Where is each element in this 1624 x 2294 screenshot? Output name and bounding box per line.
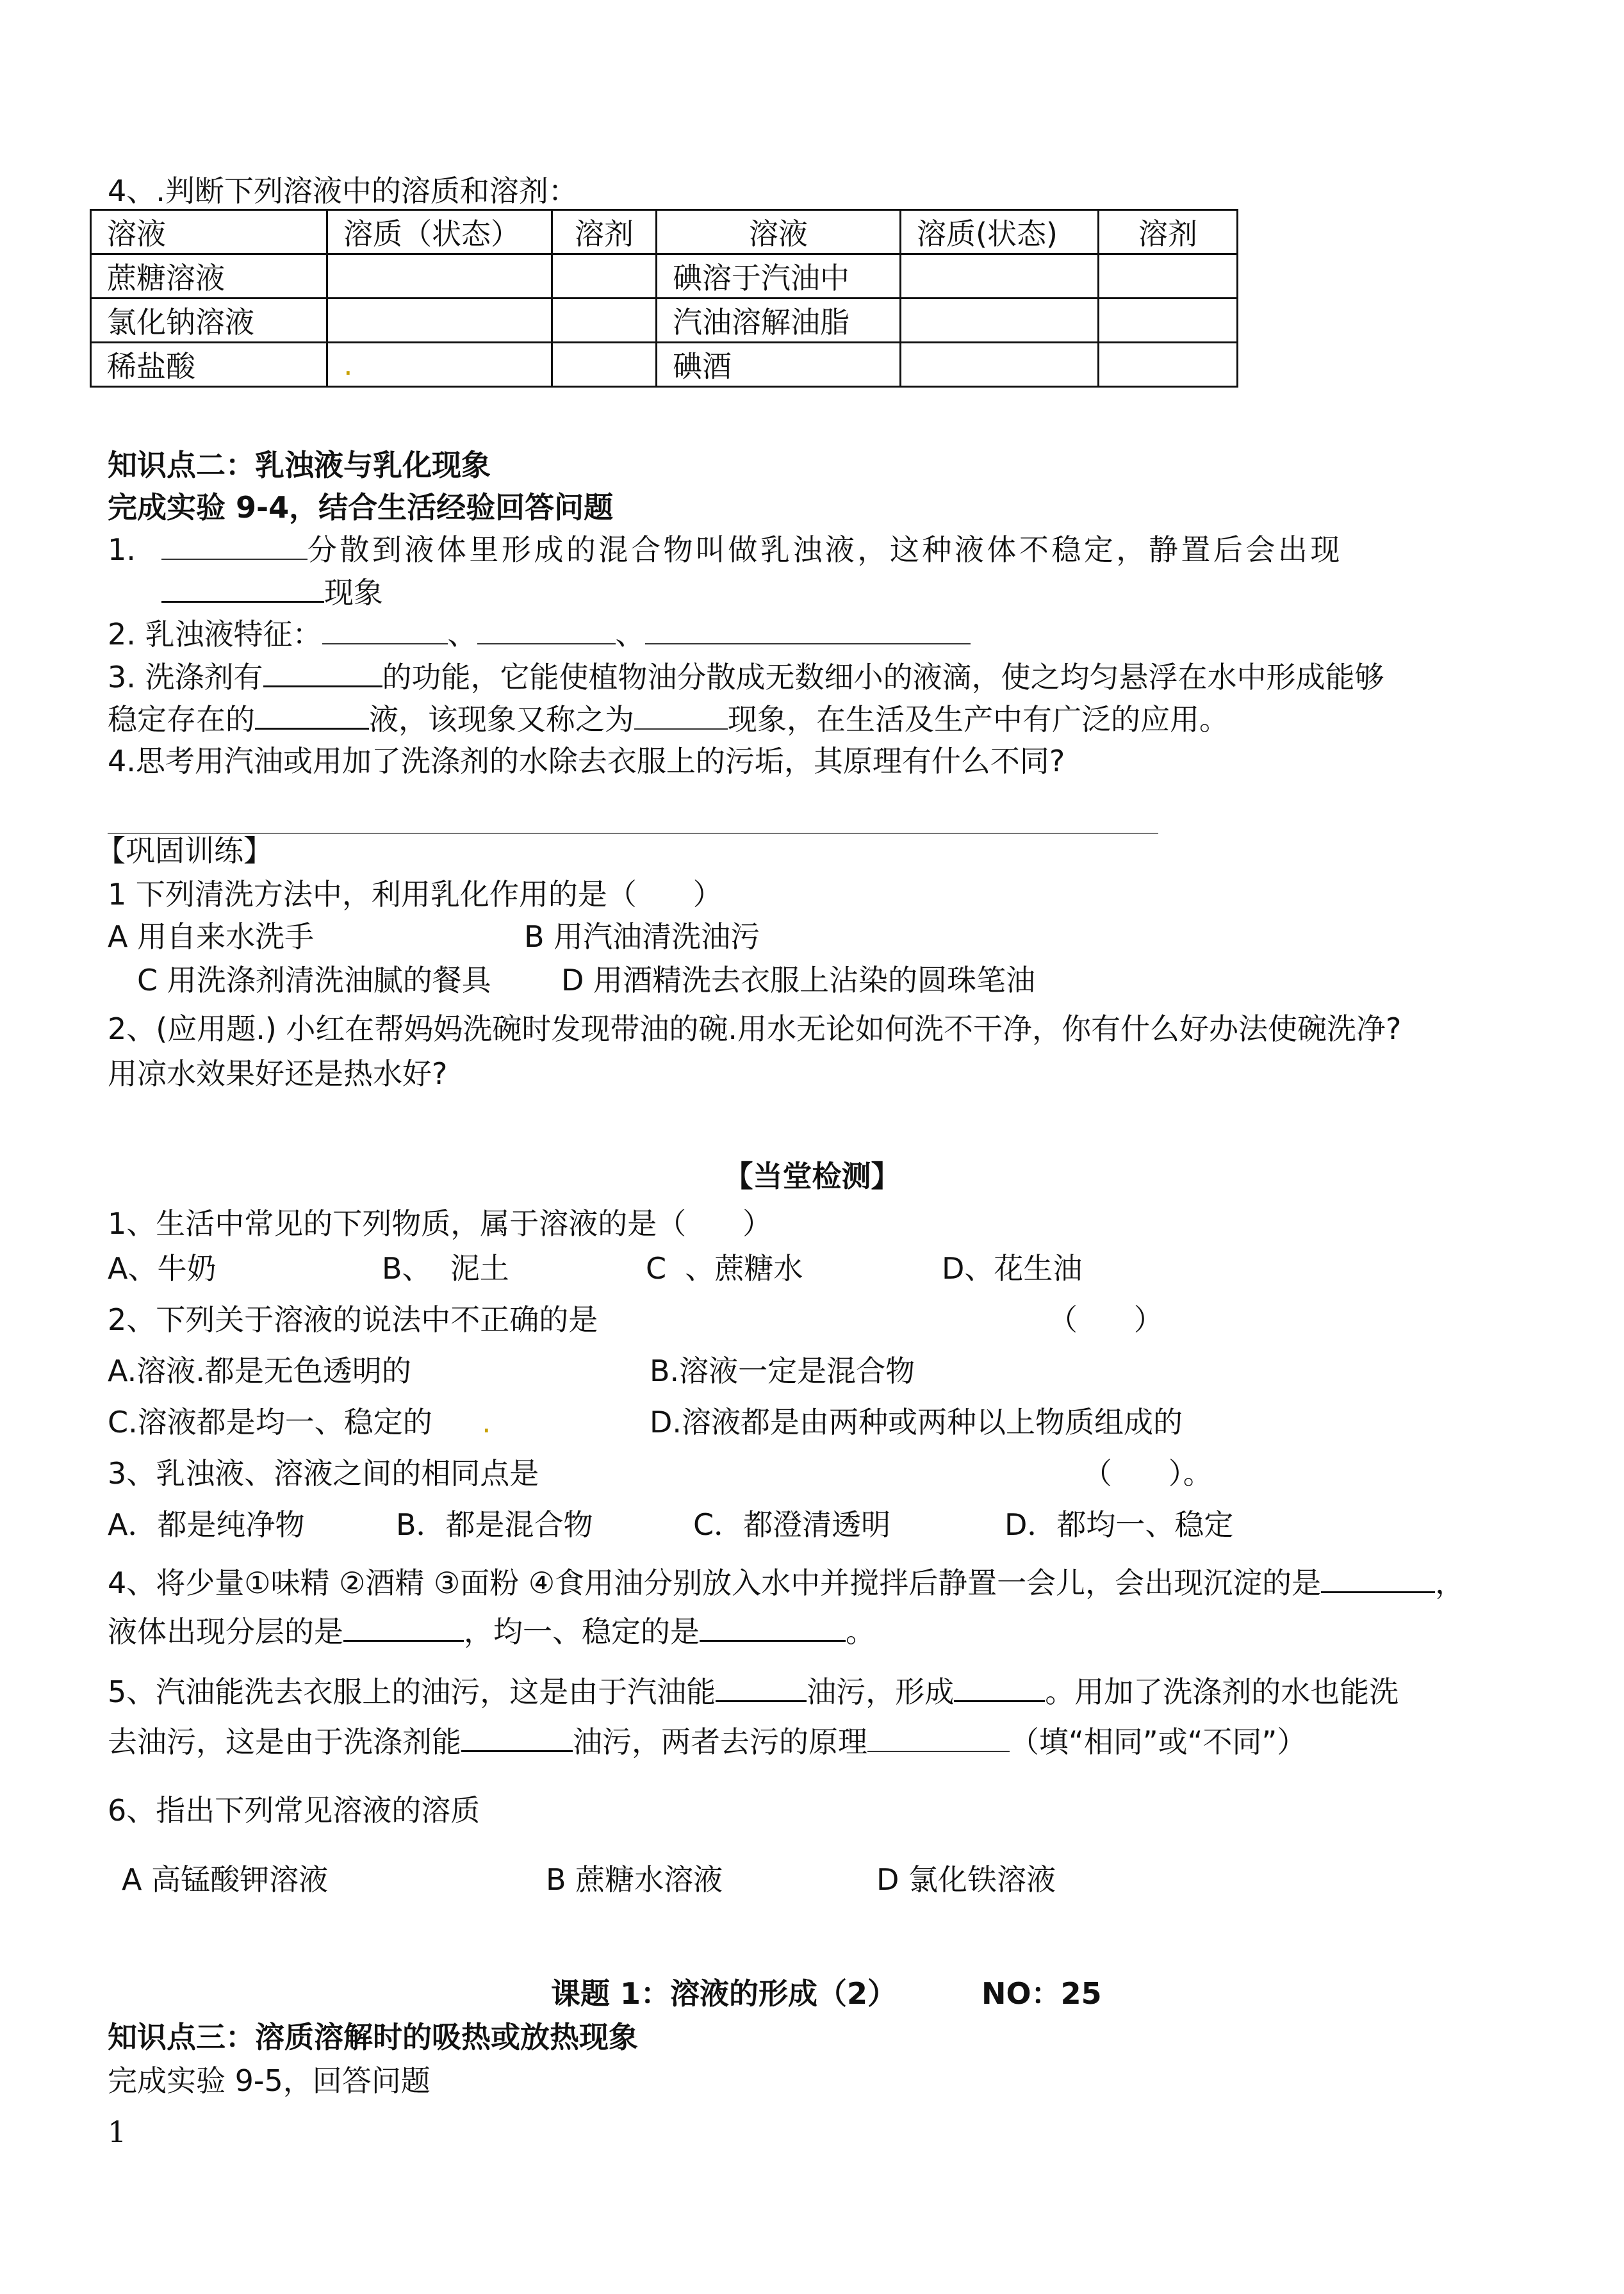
table-cell — [901, 254, 1099, 299]
table-cell — [552, 254, 657, 299]
check-q2-option-c-mark: . — [482, 1405, 491, 1439]
q-text: 分散到液体里形成的混合物叫做乳浊液，这种液体不稳定，静置后会出现 — [307, 532, 1343, 567]
check-q6: 6、指出下列常见溶液的溶质 — [108, 1793, 480, 1828]
answer-blank[interactable] — [700, 1612, 846, 1642]
practice-q1-option-a: A 用自来水洗手 — [108, 919, 315, 954]
section2-q3-line1 — [108, 657, 1384, 696]
q-text: 油污，两者去污的原理 — [573, 1725, 867, 1759]
table-row — [91, 299, 1238, 343]
table-cell — [1099, 299, 1238, 343]
table-cell — [1099, 254, 1238, 299]
practice-q1-option-b: B 用汽油清洗油污 — [524, 919, 760, 954]
check-q2-option-a: A.溶液.都是无色透明的 — [108, 1354, 411, 1388]
table-cell — [901, 343, 1099, 387]
q-text: 的功能，它能使植物油分散成无数细小的液滴，使之均匀悬浮在水中形成能够 — [382, 660, 1384, 694]
section3-sub: 完成实验 9-5，回答问题 — [108, 2063, 431, 2098]
section2-q1-line2 — [161, 573, 383, 612]
practice-q1-option-c: C 用洗涤剂清洗油腻的餐具 — [137, 963, 491, 997]
q4-title: 4、.判断下列溶液中的溶质和溶剂： — [108, 174, 578, 208]
table-cell — [552, 343, 657, 387]
check-q1: 1、生活中常见的下列物质，属于溶液的是（ ） — [108, 1206, 772, 1241]
practice-heading: 【巩固训练】 — [96, 833, 273, 868]
table-header-cell: 溶液 — [657, 210, 901, 254]
table-cell — [901, 299, 1099, 343]
answer-blank[interactable] — [716, 1672, 807, 1702]
table-header-row — [91, 210, 1238, 254]
q-text: ，均一、稳定的是 — [464, 1614, 700, 1649]
table-header-cell: 溶质(状态) — [901, 210, 1099, 254]
check-q3-option-b: B．都是混合物 — [396, 1507, 593, 1542]
table-header-cell: 溶质（状态） — [327, 210, 552, 254]
section2-q3-line2 — [108, 700, 1229, 739]
section2-q1-line1 — [108, 530, 1343, 569]
q-text: （填“相同”或“不同”） — [1010, 1725, 1307, 1759]
section2-q4: 4.思考用汽油或用加了洗涤剂的水除去衣服上的污垢，其原理有什么不同? — [108, 744, 1065, 778]
check-q1-option-b: B、 泥土 — [382, 1251, 509, 1286]
check-q4-line1 — [108, 1563, 1464, 1602]
check-q6-option-b: B 蔗糖水溶液 — [546, 1862, 723, 1897]
q-text: 。用加了洗涤剂的水也能洗 — [1045, 1675, 1399, 1709]
table-cell: 汽油溶解油脂 — [657, 299, 901, 343]
answer-blank[interactable] — [161, 573, 324, 603]
answer-blank[interactable] — [343, 1612, 464, 1642]
answer-blank[interactable] — [477, 615, 616, 644]
table-cell: . — [327, 343, 552, 387]
check-q3: 3、乳浊液、溶液之间的相同点是 — [108, 1456, 539, 1491]
section2-heading: 知识点二：乳浊液与乳化现象 — [108, 448, 491, 482]
check-q6-option-d: D 氯化铁溶液 — [876, 1862, 1056, 1897]
answer-blank[interactable] — [161, 530, 308, 560]
check-q4-line2 — [108, 1612, 875, 1651]
q-text: 现象 — [324, 575, 383, 610]
q-text: 3. 洗涤剂有 — [108, 660, 263, 694]
check-q1-option-a: A、牛奶 — [108, 1251, 217, 1286]
lesson-number: NO：25 — [981, 1976, 1102, 2011]
q-text: 液体出现分层的是 — [108, 1614, 343, 1649]
table-header-cell: 溶液 — [91, 210, 327, 254]
check-q5-line1 — [108, 1672, 1398, 1711]
q-text: 去油污，这是由于洗涤剂能 — [108, 1725, 461, 1759]
answer-blank[interactable] — [645, 615, 971, 644]
table-header-cell: 溶剂 — [552, 210, 657, 254]
practice-q1-option-d: D 用酒精洗去衣服上沾染的圆珠笔油 — [561, 963, 1036, 997]
answer-blank[interactable] — [263, 657, 382, 687]
section2-subheading: 完成实验 9-4，结合生活经验回答问题 — [108, 490, 614, 525]
q-text: 4、将少量①味精 ②酒精 ③面粉 ④食用油分别放入水中并搅拌后静置一会儿，会出现沉淀的是 — [108, 1566, 1322, 1600]
section3-heading: 知识点三：溶质溶解时的吸热或放热现象 — [108, 2020, 638, 2054]
check-q2-option-b: B.溶液一定是混合物 — [650, 1354, 915, 1388]
answer-blank[interactable] — [867, 1723, 1010, 1752]
check-heading: 【当堂检测】 — [723, 1159, 901, 1193]
table-cell: 蔗糖溶液 — [91, 254, 327, 299]
table-header-cell: 溶剂 — [1099, 210, 1238, 254]
check-q6-option-a: A 高锰酸钾溶液 — [122, 1862, 329, 1897]
check-q2-paren: （ ） — [1048, 1302, 1163, 1337]
answer-blank[interactable] — [322, 615, 448, 644]
table-cell: 碘酒 — [657, 343, 901, 387]
q-text: 油污，形成 — [807, 1675, 955, 1709]
table-cell: 碘溶于汽油中 — [657, 254, 901, 299]
solute-solvent-table — [90, 209, 1238, 388]
separator: 、 — [615, 617, 645, 651]
q-text: 。 — [846, 1614, 875, 1649]
page-number: 1 — [108, 2115, 127, 2149]
table-cell: 稀盐酸 — [91, 343, 327, 387]
q-text: 2. 乳浊液特征： — [108, 617, 322, 651]
answer-blank[interactable] — [954, 1672, 1045, 1702]
check-q2-option-c: C.溶液都是均一、稳定的 — [108, 1405, 432, 1439]
table-cell — [327, 254, 552, 299]
separator: 、 — [447, 617, 477, 651]
check-q2: 2、下列关于溶液的说法中不正确的是 — [108, 1302, 598, 1337]
check-q1-option-c: C 、蔗糖水 — [646, 1251, 803, 1286]
practice-q2-line1: 2、(应用题.) 小红在帮妈妈洗碗时发现带油的碗.用水无论如何洗不干净，你有什么好办法使碗洗净? — [108, 1012, 1402, 1046]
answer-blank[interactable] — [1321, 1563, 1435, 1593]
answer-blank[interactable] — [461, 1722, 573, 1752]
check-q1-option-d: D、花生油 — [942, 1251, 1083, 1286]
table-cell: 氯化钠溶液 — [91, 299, 327, 343]
q-text: 稳定存在的 — [108, 702, 255, 737]
practice-q2-line2: 用凉水效果好还是热水好? — [108, 1056, 448, 1091]
table-cell — [327, 299, 552, 343]
q-text: ， — [1435, 1566, 1465, 1600]
lesson-title: 课题 1：溶液的形成（2） — [551, 1976, 898, 2011]
check-q3-option-d: D．都均一、稳定 — [1005, 1507, 1234, 1542]
table-row — [91, 254, 1238, 299]
table-row — [91, 343, 1238, 387]
answer-blank[interactable] — [634, 700, 728, 730]
check-q3-paren: （ ）。 — [1083, 1456, 1213, 1491]
table-cell — [1099, 343, 1238, 387]
answer-blank[interactable] — [255, 700, 369, 730]
q-text: 5、汽油能洗去衣服上的油污，这是由于汽油能 — [108, 1675, 716, 1709]
section2-q2 — [108, 615, 971, 653]
check-q5-line2 — [108, 1722, 1306, 1761]
q-number: 1. — [108, 532, 136, 567]
check-q3-option-c: C．都澄清透明 — [693, 1507, 891, 1542]
table-cell — [552, 299, 657, 343]
q-text: 液，该现象又称之为 — [369, 702, 634, 737]
practice-q1: 1 下列清洗方法中，利用乳化作用的是（ ） — [108, 877, 723, 912]
check-q2-option-d: D.溶液都是由两种或两种以上物质组成的 — [650, 1405, 1183, 1439]
check-q3-option-a: A．都是纯净物 — [108, 1507, 305, 1542]
q-text: 现象，在生活及生产中有广泛的应用。 — [728, 702, 1229, 737]
